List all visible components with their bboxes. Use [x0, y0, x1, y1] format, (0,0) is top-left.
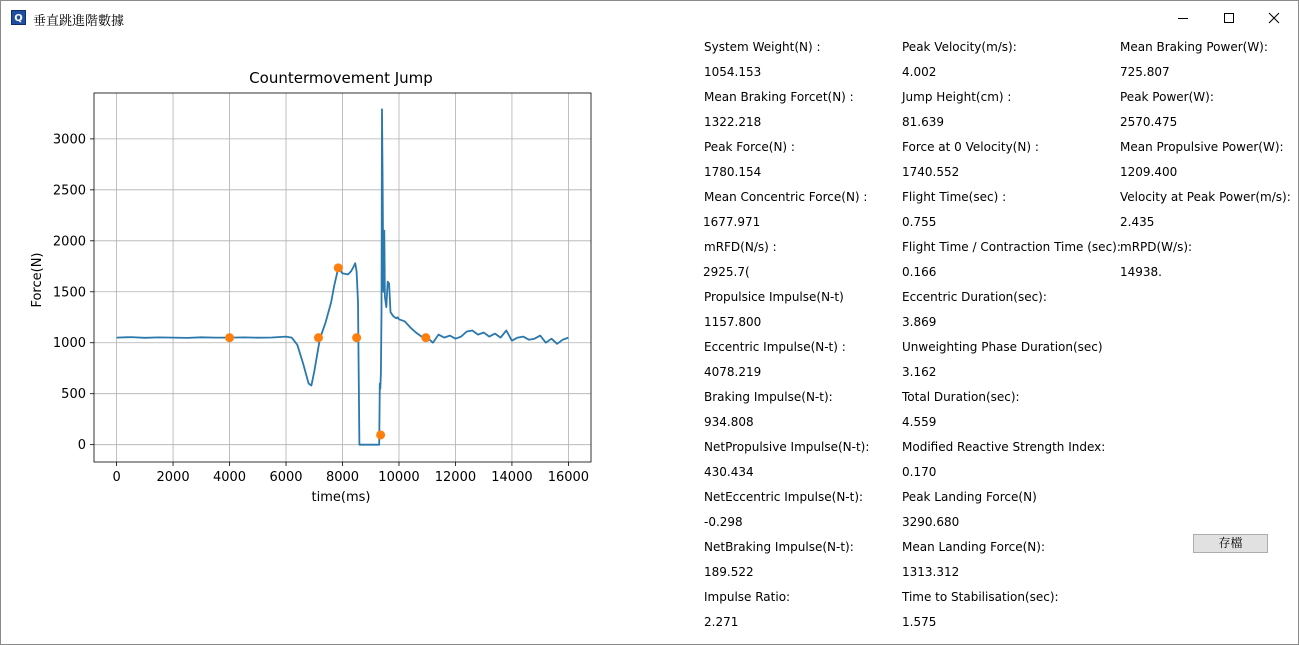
chart-marker-layer — [225, 263, 430, 439]
stat-value: 2.271 — [704, 615, 739, 629]
stat-label: NetBraking Impulse(N-t): — [704, 540, 854, 554]
title-bar[interactable] — [1, 1, 1298, 35]
minimize-icon — [1177, 12, 1189, 24]
x-tick-label: 12000 — [434, 470, 477, 485]
stat-label: mRFD(N/s) : — [704, 240, 777, 254]
stat-value: 14938. — [1120, 265, 1162, 279]
close-icon — [1268, 12, 1280, 24]
phase-marker-point — [334, 263, 343, 272]
phase-marker-point — [376, 430, 385, 439]
y-tick-label: 1500 — [52, 285, 86, 301]
stat-value: 2.435 — [1120, 215, 1155, 229]
stat-value: 430.434 — [704, 465, 754, 479]
y-tick-label: 3000 — [52, 132, 86, 148]
stat-label: Peak Power(W): — [1120, 90, 1214, 104]
stat-value: 2570.475 — [1120, 115, 1178, 129]
maximize-icon — [1223, 12, 1235, 24]
stat-value: 189.522 — [704, 565, 754, 579]
stat-value: 934.808 — [704, 415, 754, 429]
stat-value: 1.575 — [902, 615, 937, 629]
phase-marker-point — [314, 333, 323, 342]
stat-value: 1054.153 — [704, 65, 762, 79]
x-tick-label: 6000 — [269, 470, 303, 485]
stat-value: 4.559 — [902, 415, 937, 429]
stat-value: 3.162 — [902, 365, 937, 379]
stat-value: 1740.552 — [902, 165, 960, 179]
x-tick-label: 8000 — [325, 470, 360, 485]
stat-label: System Weight(N) : — [704, 40, 821, 54]
app-icon: Q — [11, 10, 26, 25]
y-tick-label: 1000 — [52, 336, 86, 352]
stat-label: Mean Concentric Force(N) : — [704, 190, 868, 204]
maximize-button[interactable] — [1206, 1, 1252, 35]
chart-y-axis-label: Force(N) — [30, 252, 45, 308]
window-title: 垂直跳進階數據 — [33, 14, 125, 29]
stat-value: 4078.219 — [704, 365, 762, 379]
y-tick-label: 0 — [77, 438, 86, 454]
close-button[interactable] — [1251, 1, 1297, 35]
chart-axes — [53, 93, 591, 485]
x-tick-label: 14000 — [491, 470, 533, 485]
stat-value: 4.002 — [902, 65, 937, 79]
stat-value: 0.166 — [902, 265, 937, 279]
stat-label: Mean Propulsive Power(W): — [1120, 140, 1284, 154]
chart-x-axis-label: time(ms) — [311, 490, 371, 505]
stat-label: Unweighting Phase Duration(sec) — [902, 340, 1103, 354]
stat-label: Eccentric Duration(sec): — [902, 290, 1047, 304]
x-tick-label: 4000 — [212, 470, 247, 485]
phase-marker-point — [421, 333, 430, 342]
stat-label: Modified Reactive Strength Index: — [902, 440, 1106, 454]
stat-label: Flight Time / Contraction Time (sec): — [902, 240, 1121, 254]
stat-label: Time to Stabilisation(sec): — [902, 590, 1059, 604]
stat-value: 0.170 — [902, 465, 937, 479]
stat-value: 1157.800 — [704, 315, 762, 329]
stat-value: 3.869 — [902, 315, 937, 329]
stat-value: 1677.971 — [703, 215, 761, 229]
stat-label: Propulsice Impulse(N-t) — [704, 290, 844, 304]
minimize-button[interactable] — [1160, 1, 1206, 35]
stat-label: Jump Height(cm) : — [902, 90, 1012, 104]
stat-label: Mean Landing Force(N): — [902, 540, 1045, 554]
stat-label: Braking Impulse(N-t): — [704, 390, 833, 404]
x-tick-label: 10000 — [378, 470, 420, 485]
stat-value: 2925.7( — [703, 265, 750, 279]
countermovement-jump-chart — [1, 51, 621, 581]
phase-marker-point — [352, 333, 361, 342]
chart-grid — [94, 93, 591, 462]
chart-title: Countermovement Jump — [249, 69, 433, 87]
stat-value: 725.807 — [1120, 65, 1170, 79]
x-tick-label: 2000 — [156, 470, 190, 485]
save-button[interactable]: 存檔 — [1193, 534, 1268, 553]
x-tick-label: 0 — [112, 470, 121, 485]
y-tick-label: 500 — [61, 387, 86, 403]
stat-value: 1313.312 — [902, 565, 960, 579]
stat-label: Mean Braking Power(W): — [1120, 40, 1268, 54]
stat-label: mRPD(W/s): — [1120, 240, 1193, 254]
stat-label: Impulse Ratio: — [704, 590, 791, 604]
stat-label: NetPropulsive Impulse(N-t): — [704, 440, 870, 454]
stat-label: Peak Landing Force(N) — [902, 490, 1037, 504]
stat-value: 1780.154 — [704, 165, 762, 179]
stat-label: Peak Force(N) : — [704, 140, 795, 154]
y-tick-label: 2000 — [52, 234, 86, 250]
x-tick-label: 16000 — [547, 470, 590, 485]
stat-value: 0.755 — [902, 215, 937, 229]
stat-value: 3290.680 — [902, 515, 960, 529]
y-tick-label: 2500 — [52, 183, 86, 199]
stat-label: Velocity at Peak Power(m/s): — [1120, 190, 1291, 204]
stat-label: Total Duration(sec): — [902, 390, 1020, 404]
stat-label: Peak Velocity(m/s): — [902, 40, 1017, 54]
stat-label: Force at 0 Velocity(N) : — [902, 140, 1039, 154]
stat-label: NetEccentric Impulse(N-t): — [704, 490, 864, 504]
stat-value: -0.298 — [704, 515, 743, 529]
stat-label: Flight Time(sec) : — [902, 190, 1007, 204]
phase-marker-point — [225, 333, 234, 342]
stat-value: 1209.400 — [1120, 165, 1178, 179]
stat-value: 81.639 — [902, 115, 944, 129]
stat-label: Mean Braking Forcet(N) : — [704, 90, 854, 104]
stat-value: 1322.218 — [704, 115, 762, 129]
stat-label: Eccentric Impulse(N-t) : — [704, 340, 846, 354]
